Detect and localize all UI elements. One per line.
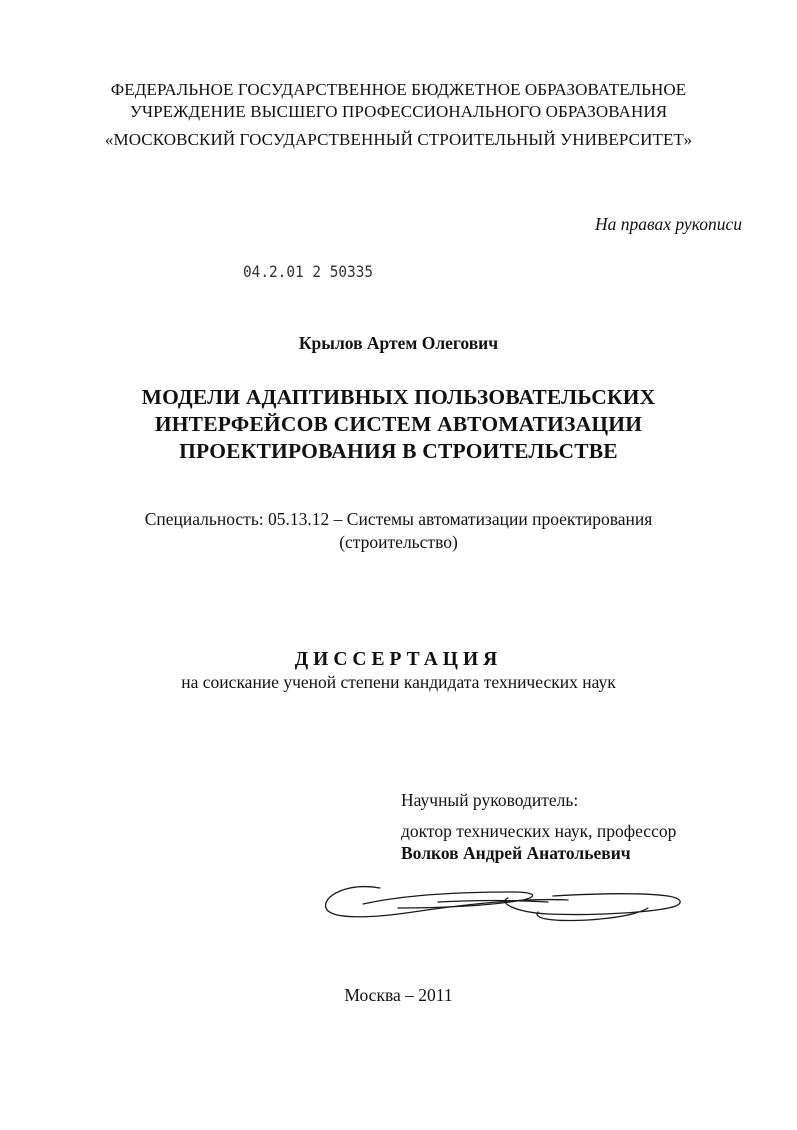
institution-line-3: «МОСКОВСКИЙ ГОСУДАРСТВЕННЫЙ СТРОИТЕЛЬНЫЙ УНИВЕРСИТЕТ» (104, 130, 693, 149)
place-and-year: Москва – 2011 (344, 985, 453, 1005)
signature-image (318, 878, 688, 930)
institution-line-1: ФЕДЕРАЛЬНОЕ ГОСУДАРСТВЕННОЕ БЮДЖЕТНОЕ ОБРАЗОВАТЕЛЬНОЕ (110, 80, 687, 99)
title-line-1: МОДЕЛИ АДАПТИВНЫХ ПОЛЬЗОВАТЕЛЬСКИХ (141, 385, 656, 409)
degree-line: на соискание ученой степени кандидата технических наук (181, 672, 616, 692)
supervisor-name: Волков Андрей Анатольевич (401, 843, 631, 863)
specialty-line-2: (строительство) (339, 532, 458, 552)
supervisor-credentials: доктор технических наук, профессор (401, 821, 677, 841)
title-line-2: ИНТЕРФЕЙСОВ СИСТЕМ АВТОМАТИЗАЦИИ (154, 412, 643, 436)
work-type: ДИССЕРТАЦИЯ (294, 649, 503, 670)
manuscript-rights-note: На правах рукописи (595, 214, 742, 234)
registry-stamp: 04.2.01 2 50335 (243, 262, 374, 281)
title-line-3: ПРОЕКТИРОВАНИЯ В СТРОИТЕЛЬСТВЕ (179, 439, 618, 463)
supervisor-label: Научный руководитель: (401, 790, 579, 810)
specialty-line-1: Специальность: 05.13.12 – Системы автоматизации проектирования (144, 509, 653, 529)
institution-line-2: УЧРЕЖДЕНИЕ ВЫСШЕГО ПРОФЕССИОНАЛЬНОГО ОБРАЗОВАНИЯ (129, 102, 668, 121)
author-name: Крылов Артем Олегович (298, 333, 499, 353)
